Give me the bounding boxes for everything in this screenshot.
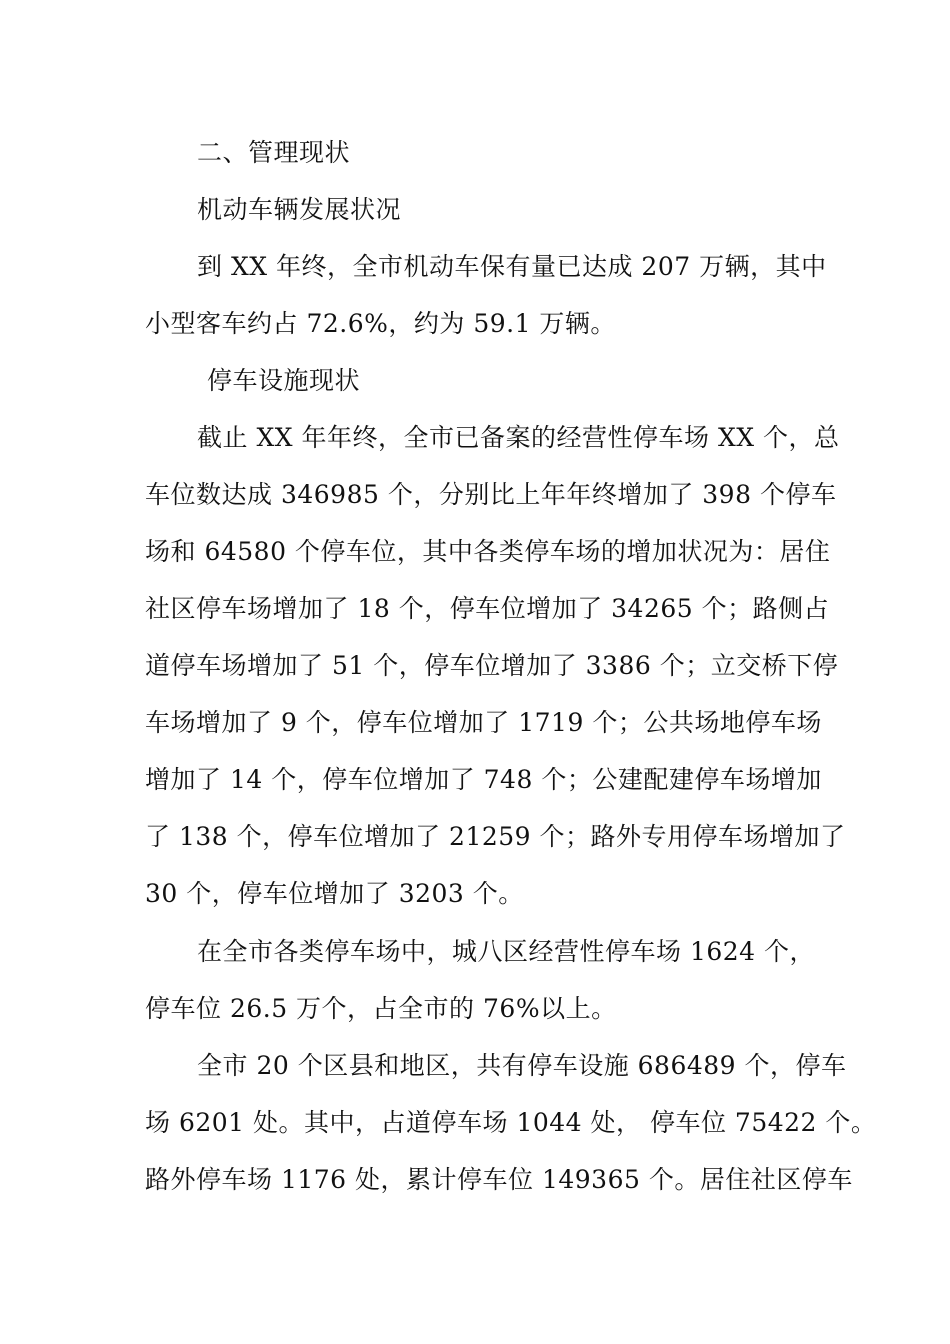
paragraph-line: 增加了 14 个，停车位增加了 748 个；公建配建停车场增加 [145, 765, 822, 794]
paragraph-line: 道停车场增加了 51 个，停车位增加了 3386 个；立交桥下停 [145, 651, 839, 680]
paragraph-line: 小型客车约占 72.6%，约为 59.1 万辆。 [145, 309, 616, 338]
paragraph-line: 场和 64580 个停车位，其中各类停车场的增加状况为：居住 [145, 537, 831, 566]
paragraph-line: 在全市各类停车场中，城八区经营性停车场 1624 个， [197, 937, 816, 966]
paragraph-line: 车位数达成 346985 个，分别比上年年终增加了 398 个停车 [145, 480, 837, 509]
paragraph-line: 到 XX 年终，全市机动车保有量已达成 207 万辆，其中 [197, 252, 827, 281]
paragraph-line: 截止 XX 年年终，全市已备案的经营性停车场 XX 个，总 [197, 423, 840, 452]
section-heading: 二、管理现状 [197, 138, 351, 167]
subheading-parking: 停车设施现状 [207, 366, 361, 395]
paragraph-line: 车场增加了 9 个，停车位增加了 1719 个；公共场地停车场 [145, 708, 822, 737]
paragraph-line: 路外停车场 1176 处，累计停车位 149365 个。居住社区停车 [145, 1165, 853, 1194]
paragraph-line: 了 138 个，停车位增加了 21259 个；路外专用停车场增加了 [145, 822, 846, 851]
paragraph-line: 社区停车场增加了 18 个，停车位增加了 34265 个；路侧占 [145, 594, 830, 623]
paragraph-line: 停车位 26.5 万个，占全市的 76%以上。 [145, 994, 617, 1023]
paragraph-line: 全市 20 个区县和地区，共有停车设施 686489 个，停车 [197, 1051, 847, 1080]
paragraph-line: 场 6201 处。其中，占道停车场 1044 处， 停车位 75422 个。 [145, 1108, 877, 1137]
subheading-vehicles: 机动车辆发展状况 [197, 195, 402, 224]
paragraph-line: 30 个，停车位增加了 3203 个。 [145, 879, 524, 908]
